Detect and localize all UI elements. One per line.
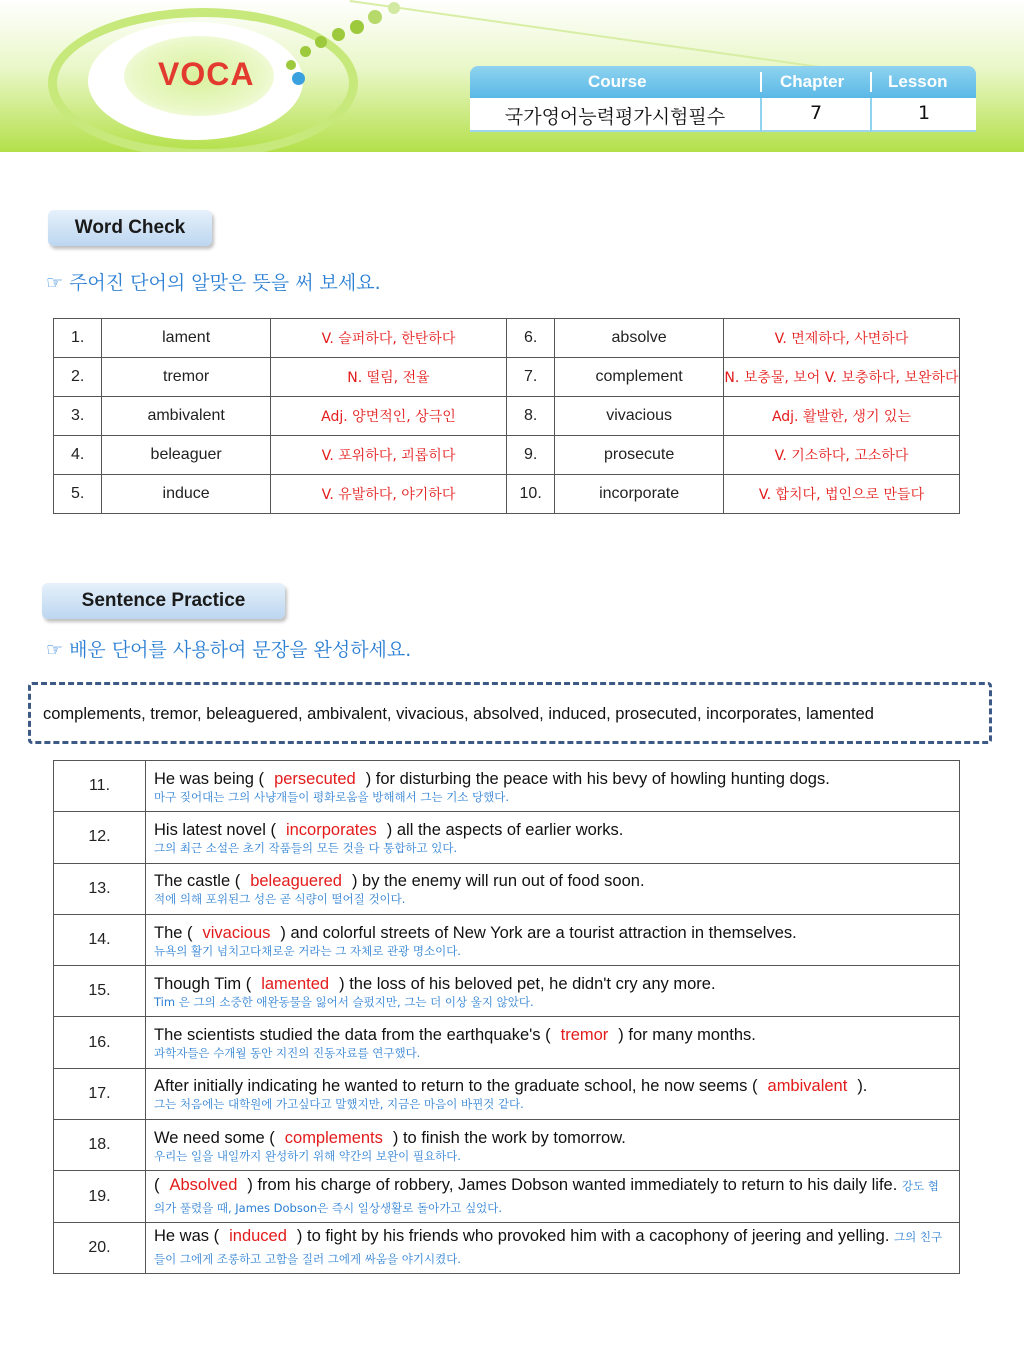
sentence-cell [146, 1120, 960, 1171]
decorative-dot [388, 2, 400, 14]
word-row [54, 397, 960, 436]
korean-translation: 우리는 일을 내일까지 완성하기 위해 약간의 보완이 필요하다. [154, 1148, 461, 1163]
word-bank [28, 682, 992, 744]
korean-translation: 그는 처음에는 대학원에 가고싶다고 말했지만, 지금은 마음이 바뀐것 같다. [154, 1097, 524, 1112]
sentence-text-before: The ( [154, 923, 193, 942]
header-banner [0, 0, 1024, 152]
sentence-number: 16. [54, 1017, 146, 1068]
sentence-text-after: ) for many months. [618, 1026, 756, 1045]
answer-word: tremor [560, 1026, 609, 1045]
sentence-row [54, 863, 960, 914]
sentence-row [54, 1017, 960, 1068]
course-value: 국가영어능력평가시험필수 [504, 106, 726, 128]
answer-word: Absolved [169, 1175, 238, 1194]
word-check-instruction: ☞ 주어진 단어의 알맞은 뜻을 써 보세요. [46, 272, 381, 294]
sentence-text-before: We need some ( [154, 1128, 275, 1147]
word-term: complement [555, 358, 724, 397]
sentence-text-before: The castle ( [154, 872, 241, 891]
sentence-number: 17. [54, 1068, 146, 1119]
word-number: 8. [506, 397, 554, 436]
sentence-cell [146, 1222, 960, 1273]
korean-translation: 적에 의해 포위된그 성은 곧 식량이 떨어질 것이다. [154, 892, 406, 907]
chapter-value: 7 [809, 102, 823, 124]
sentence-row [54, 1171, 960, 1222]
word-term: vivacious [555, 397, 724, 436]
sentence-text-after: ) from his charge of robbery, James Dobson wanted immediately to return to his daily life. [247, 1175, 898, 1194]
sentence-number: 15. [54, 966, 146, 1017]
word-term: ambivalent [102, 397, 271, 436]
word-row [54, 319, 960, 358]
decorative-dot [332, 28, 345, 41]
course-info-header [470, 66, 976, 98]
sentence-text-before: The scientists studied the data from the earthquake's ( [154, 1026, 551, 1045]
decorative-dot [368, 10, 382, 24]
sentence-cell [146, 1171, 960, 1222]
sentence-text-before: Though Tim ( [154, 974, 252, 993]
word-term: induce [102, 475, 271, 514]
sentence-number: 11. [54, 761, 146, 812]
decorative-dot [315, 36, 327, 48]
word-row [54, 358, 960, 397]
sentence-row [54, 812, 960, 863]
lesson-value: 1 [917, 102, 931, 124]
word-row [54, 436, 960, 475]
sentence-text-before: His latest novel ( [154, 820, 276, 839]
sentence-row [54, 914, 960, 965]
sentence-row [54, 966, 960, 1017]
word-number: 7. [506, 358, 554, 397]
sentence-number: 12. [54, 812, 146, 863]
sentence-cell [146, 812, 960, 863]
korean-translation: 마구 짖어대는 그의 사냥개들이 평화로움을 방해해서 그는 기소 당했다. [154, 789, 510, 804]
sentence-number: 14. [54, 914, 146, 965]
answer-word: persecuted [274, 769, 356, 788]
sentence-cell [146, 1017, 960, 1068]
course-label: Course [588, 72, 647, 91]
korean-translation: 과학자들은 수개월 동안 지진의 진동자료를 연구했다. [154, 1046, 421, 1061]
sentence-text-after: ) to finish the work by tomorrow. [392, 1128, 626, 1147]
decorative-beam [350, 0, 845, 72]
decorative-dot [350, 20, 364, 34]
word-term: beleaguer [102, 436, 271, 475]
sentence-text-after: ). [857, 1077, 868, 1096]
sentence-text-before: ( [154, 1175, 160, 1194]
korean-translation: Tim 은 그의 소중한 애완동물을 잃어서 슬펐지만, 그는 더 이상 울지 않았다. [154, 994, 534, 1009]
sentence-number: 20. [54, 1222, 146, 1273]
word-term: lament [102, 319, 271, 358]
sentence-row [54, 1068, 960, 1119]
sentence-text-before: He was being ( [154, 769, 265, 788]
word-meaning: V. 면제하다, 사면하다 [723, 319, 959, 358]
sentence-cell [146, 761, 960, 812]
course-info-values [470, 98, 976, 132]
word-number: 6. [506, 319, 554, 358]
word-term: tremor [102, 358, 271, 397]
answer-word: beleaguered [250, 872, 342, 891]
sentence-cell [146, 863, 960, 914]
sentence-row [54, 1120, 960, 1171]
answer-word: incorporates [285, 820, 377, 839]
sentence-number: 13. [54, 863, 146, 914]
word-meaning: Adj. 양면적인, 상극인 [270, 397, 506, 436]
voca-logo: VOCA [158, 56, 255, 92]
word-check-title: Word Check [48, 210, 212, 246]
answer-word: lamented [261, 974, 330, 993]
decorative-dot [286, 60, 296, 70]
word-row [54, 475, 960, 514]
korean-translation: 그의 친구들이 그에게 조롱하고 고함을 질러 그에게 싸움을 야기시켰다. [154, 1229, 943, 1266]
word-number: 3. [54, 397, 102, 436]
sentence-row [54, 1222, 960, 1273]
word-meaning: N. 보충물, 보어 V. 보충하다, 보완하다 [723, 358, 959, 397]
sentence-cell [146, 1068, 960, 1119]
answer-word: induced [229, 1226, 287, 1245]
word-bank-text: complements, tremor, beleaguered, ambivalent, vivacious, absolved, induced, prosecuted, incorporates, lamented [43, 705, 874, 723]
answer-word: complements [284, 1128, 383, 1147]
word-term: prosecute [555, 436, 724, 475]
sentence-cell [146, 914, 960, 965]
chapter-label: Chapter [780, 72, 845, 91]
word-meaning: V. 유발하다, 야기하다 [270, 475, 506, 514]
answer-word: vivacious [202, 923, 271, 942]
korean-translation: 그의 최근 소설은 초기 작품들의 모든 것을 다 통합하고 있다. [154, 840, 458, 855]
word-number: 1. [54, 319, 102, 358]
sentence-table [53, 760, 960, 1274]
lesson-label: Lesson [888, 72, 948, 91]
word-meaning: V. 기소하다, 고소하다 [723, 436, 959, 475]
word-meaning: V. 포위하다, 괴롭히다 [270, 436, 506, 475]
sentence-cell [146, 966, 960, 1017]
sentence-number: 18. [54, 1120, 146, 1171]
word-number: 5. [54, 475, 102, 514]
word-number: 9. [506, 436, 554, 475]
decorative-dot [300, 46, 311, 57]
sentence-text-before: After initially indicating he wanted to return to the graduate school, he now seems ( [154, 1077, 758, 1096]
word-meaning: V. 합치다, 법인으로 만들다 [723, 475, 959, 514]
word-number: 10. [506, 475, 554, 514]
word-meaning: Adj. 활발한, 생기 있는 [723, 397, 959, 436]
sentence-text-after: ) for disturbing the peace with his bevy of howling hunting dogs. [365, 769, 830, 788]
word-term: incorporate [555, 475, 724, 514]
word-term: absolve [555, 319, 724, 358]
word-check-table [53, 318, 960, 514]
sentence-number: 19. [54, 1171, 146, 1222]
sentence-text-after: ) by the enemy will run out of food soon. [351, 872, 645, 891]
korean-translation: 뉴욕의 활기 넘치고다채로운 거라는 그 자체로 관광 명소이다. [154, 943, 461, 958]
answer-word: ambivalent [767, 1077, 848, 1096]
korean-translation: 강도 혐의가 풀렸을 때, James Dobson은 즉시 일상생활로 돌아가고 싶었다. [154, 1178, 939, 1215]
sentence-practice-title: Sentence Practice [42, 583, 285, 619]
sentence-text-before: He was ( [154, 1226, 220, 1245]
word-meaning: N. 떨림, 전율 [270, 358, 506, 397]
sentence-text-after: ) all the aspects of earlier works. [386, 820, 624, 839]
sentence-practice-instruction: ☞ 배운 단어를 사용하여 문장을 완성하세요. [46, 639, 412, 661]
word-meaning: V. 슬퍼하다, 한탄하다 [270, 319, 506, 358]
sentence-text-after: ) the loss of his beloved pet, he didn't cry any more. [339, 974, 716, 993]
sentence-row [54, 761, 960, 812]
word-number: 2. [54, 358, 102, 397]
sentence-text-after: ) and colorful streets of New York are a tourist attraction in themselves. [280, 923, 797, 942]
sentence-text-after: ) to fight by his friends who provoked him with a cacophony of jeering and yelling. [296, 1226, 890, 1245]
word-number: 4. [54, 436, 102, 475]
decorative-dot [292, 72, 305, 85]
